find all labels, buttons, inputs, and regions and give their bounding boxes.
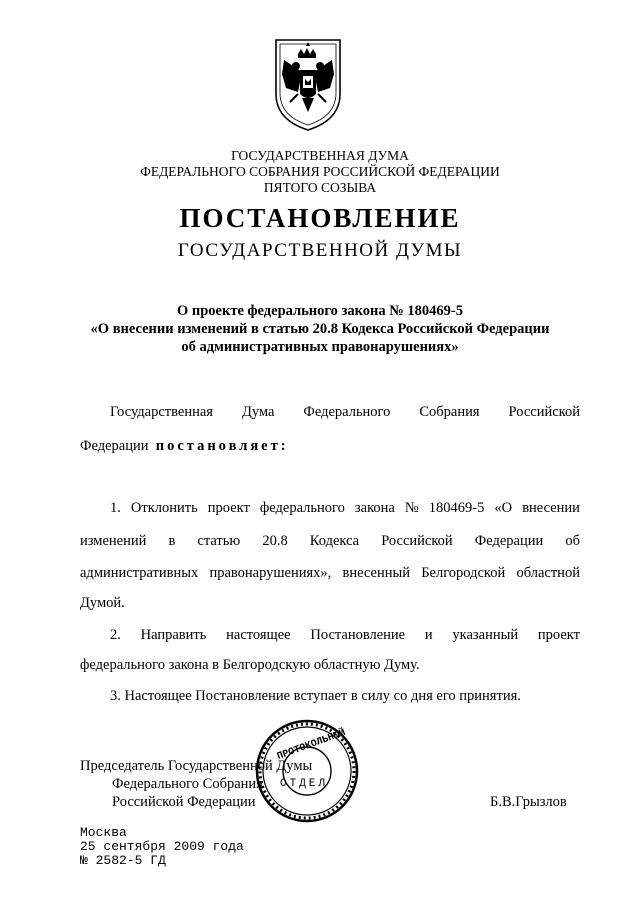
item1-word: «О xyxy=(494,500,513,516)
item2-line-1 xyxy=(110,627,580,644)
item1-word: изменений xyxy=(80,533,147,549)
signature-position-line-1: Председатель Государственной Думы xyxy=(80,758,313,774)
item3-line: 3. Настоящее Постановление вступает в силу со дня его принятия. xyxy=(110,688,521,704)
item1-word: федерального xyxy=(259,500,345,516)
preamble-line-2 xyxy=(80,438,289,455)
item1-word: закона xyxy=(354,500,395,516)
item1-word: Отклонить xyxy=(130,500,198,516)
date: 25 сентября 2009 года xyxy=(80,839,244,854)
header-line-convocation: ПЯТОГО СОЗЫВА xyxy=(263,180,377,195)
round-stamp-icon xyxy=(252,716,362,826)
item2-word: Направить xyxy=(140,627,207,643)
preamble-word: Государственная xyxy=(110,404,213,420)
item1-line-2 xyxy=(80,533,580,550)
item1-word: Федерации xyxy=(474,533,544,549)
item1-word: об xyxy=(565,533,580,549)
preamble-word: Российской xyxy=(508,404,580,420)
item1-line-3 xyxy=(80,565,580,582)
item2-word: Постановление xyxy=(310,627,406,643)
header-line-assembly: ФЕДЕРАЛЬНОГО СОБРАНИЯ РОССИЙСКОЙ ФЕДЕРАЦИИ xyxy=(140,164,500,179)
item1-line-1 xyxy=(110,500,580,517)
preamble-word: Дума xyxy=(241,404,275,420)
subject-line-2: «О внесении изменений в статью 20.8 Кодекса Российской Федерации xyxy=(90,321,550,337)
document-subtitle: ГОСУДАРСТВЕННОЙ ДУМЫ xyxy=(177,240,463,261)
item2-word: 2. xyxy=(110,627,121,643)
signature-position-line-3: Российской Федерации xyxy=(112,794,256,810)
preamble-line-1 xyxy=(110,404,580,421)
item1-word: областной xyxy=(516,565,580,581)
item1-word: внесенный xyxy=(342,565,410,581)
item1-word: правонарушениях», xyxy=(209,565,332,581)
item1-word: проект xyxy=(207,500,250,516)
preamble-resolves: постановляет: xyxy=(155,438,289,454)
item1-word: внесении xyxy=(522,500,580,516)
preamble-word: Федерального xyxy=(303,404,391,420)
item1-word: 1. xyxy=(110,500,121,516)
subject-line-3: об административных правонарушениях» xyxy=(181,339,459,355)
preamble-federation: Федерации xyxy=(80,438,149,454)
item1-word: 180469-5 xyxy=(428,500,485,516)
item2-word: проект xyxy=(537,627,580,643)
item1-word: № xyxy=(404,500,419,516)
stamp-center-text: ОТДЕЛ xyxy=(280,778,329,790)
item1-word: Российской xyxy=(381,533,453,549)
signature-position-line-2: Федерального Собрания xyxy=(112,776,263,792)
item2-word: указанный xyxy=(452,627,519,643)
item2-line-2: федерального закона в Белгородскую областную Думу. xyxy=(80,657,420,673)
item1-line-4: Думой. xyxy=(80,595,125,611)
item2-word: настоящее xyxy=(226,627,291,643)
item1-word: административных xyxy=(80,565,199,581)
header-line-duma: ГОСУДАРСТВЕННАЯ ДУМА xyxy=(231,148,409,163)
document-title: ПОСТАНОВЛЕНИЕ xyxy=(179,203,461,233)
coat-of-arms-emblem xyxy=(272,36,344,132)
item1-word: Белгородской xyxy=(421,565,506,581)
city: Москва xyxy=(80,825,127,840)
signatory-name: Б.В.Грызлов xyxy=(490,794,567,810)
item2-word: и xyxy=(424,627,433,643)
document-number: № 2582-5 ГД xyxy=(80,853,166,868)
stamp-ring-text: ПРОТОКОЛЬНЫЙ xyxy=(275,727,348,763)
item1-word: статью xyxy=(197,533,241,549)
item1-word: Кодекса xyxy=(309,533,360,549)
preamble-word: Собрания xyxy=(419,404,480,420)
subject-line-1: О проекте федерального закона № 180469-5 xyxy=(176,303,464,319)
item1-word: в xyxy=(168,533,176,549)
item1-word: 20.8 xyxy=(262,533,288,549)
